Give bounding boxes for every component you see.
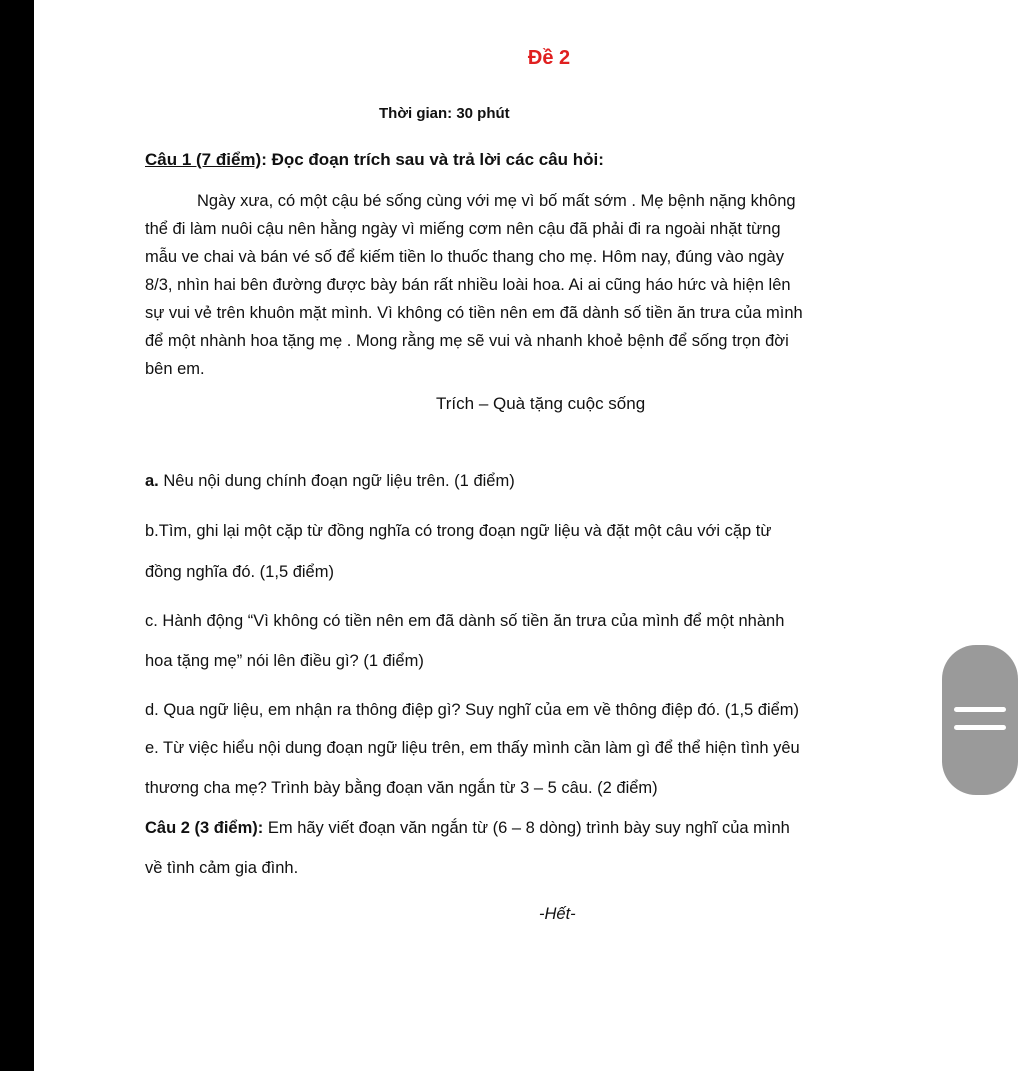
- end-marker: -Hết-: [539, 905, 576, 923]
- passage-line: 8/3, nhìn hai bên đường được bày bán rất nhiều loài hoa. Ai ai cũng háo hức và hiện lên: [145, 276, 791, 294]
- document-page: [34, 0, 1024, 1071]
- question-2-text: Em hãy viết đoạn văn ngắn từ (6 – 8 dòng) trình bày suy nghĩ của mình: [263, 819, 790, 837]
- question-b-line: đồng nghĩa đó. (1,5 điểm): [145, 563, 334, 581]
- question-1-heading: [145, 150, 604, 170]
- question-a: [145, 472, 515, 491]
- time-limit: Thời gian: 30 phút: [379, 105, 510, 122]
- question-c-line: c. Hành động “Vì không có tiền nên em đã dành số tiền ăn trưa của mình để một nhành: [145, 612, 785, 630]
- passage-line: mẫu ve chai và bán vé số để kiếm tiền lo thuốc thang cho mẹ. Hôm nay, đúng vào ngày: [145, 248, 784, 266]
- exam-title: Đề 2: [527, 47, 571, 69]
- question-2: [145, 819, 790, 838]
- question-d-line: d. Qua ngữ liệu, em nhận ra thông điệp gì? Suy nghĩ của em về thông điệp đó. (1,5 điểm): [145, 701, 800, 719]
- question-a-text: Nêu nội dung chính đoạn ngữ liệu trên. (1 điểm): [158, 472, 515, 490]
- handle-bar-top: [954, 707, 1006, 712]
- question-1-instruction: : Đọc đoạn trích sau và trả lời các câu hỏi:: [261, 150, 604, 169]
- question-b-line: b.Tìm, ghi lại một cặp từ đồng nghĩa có trong đoạn ngữ liệu và đặt một câu với cặp từ: [145, 522, 772, 540]
- passage-line: Ngày xưa, có một cậu bé sống cùng với mẹ vì bố mất sớm . Mẹ bệnh nặng không: [197, 192, 796, 210]
- scroll-handle[interactable]: [942, 645, 1018, 795]
- question-e-line: e. Từ việc hiểu nội dung đoạn ngữ liệu trên, em thấy mình cần làm gì để thể hiện tình yêu: [145, 739, 800, 757]
- question-2-label: Câu 2 (3 điểm):: [145, 819, 264, 837]
- passage-line: thể đi làm nuôi cậu nên hằng ngày vì miếng cơm nên cậu đã phải đi ra ngoài nhặt từng: [145, 220, 781, 238]
- passage-source: Trích – Quà tặng cuộc sống: [436, 394, 646, 413]
- passage-line: bên em.: [145, 360, 205, 378]
- question-2-line: về tình cảm gia đình.: [145, 859, 299, 877]
- question-a-label: a.: [145, 472, 159, 490]
- handle-bar-bottom: [954, 725, 1006, 730]
- question-e-line: thương cha mẹ? Trình bày bằng đoạn văn ngắn từ 3 – 5 câu. (2 điểm): [145, 779, 658, 797]
- passage-line: để một nhành hoa tặng mẹ . Mong rằng mẹ sẽ vui và nhanh khoẻ bệnh để sống trọn đời: [145, 332, 789, 350]
- passage-line: sự vui vẻ trên khuôn mặt mình. Vì không có tiền nên em đã dành số tiền ăn trưa của mình: [145, 304, 803, 322]
- question-1-label: Câu 1 (7 điểm): [145, 150, 262, 169]
- question-c-line: hoa tặng mẹ” nói lên điều gì? (1 điểm): [145, 652, 424, 670]
